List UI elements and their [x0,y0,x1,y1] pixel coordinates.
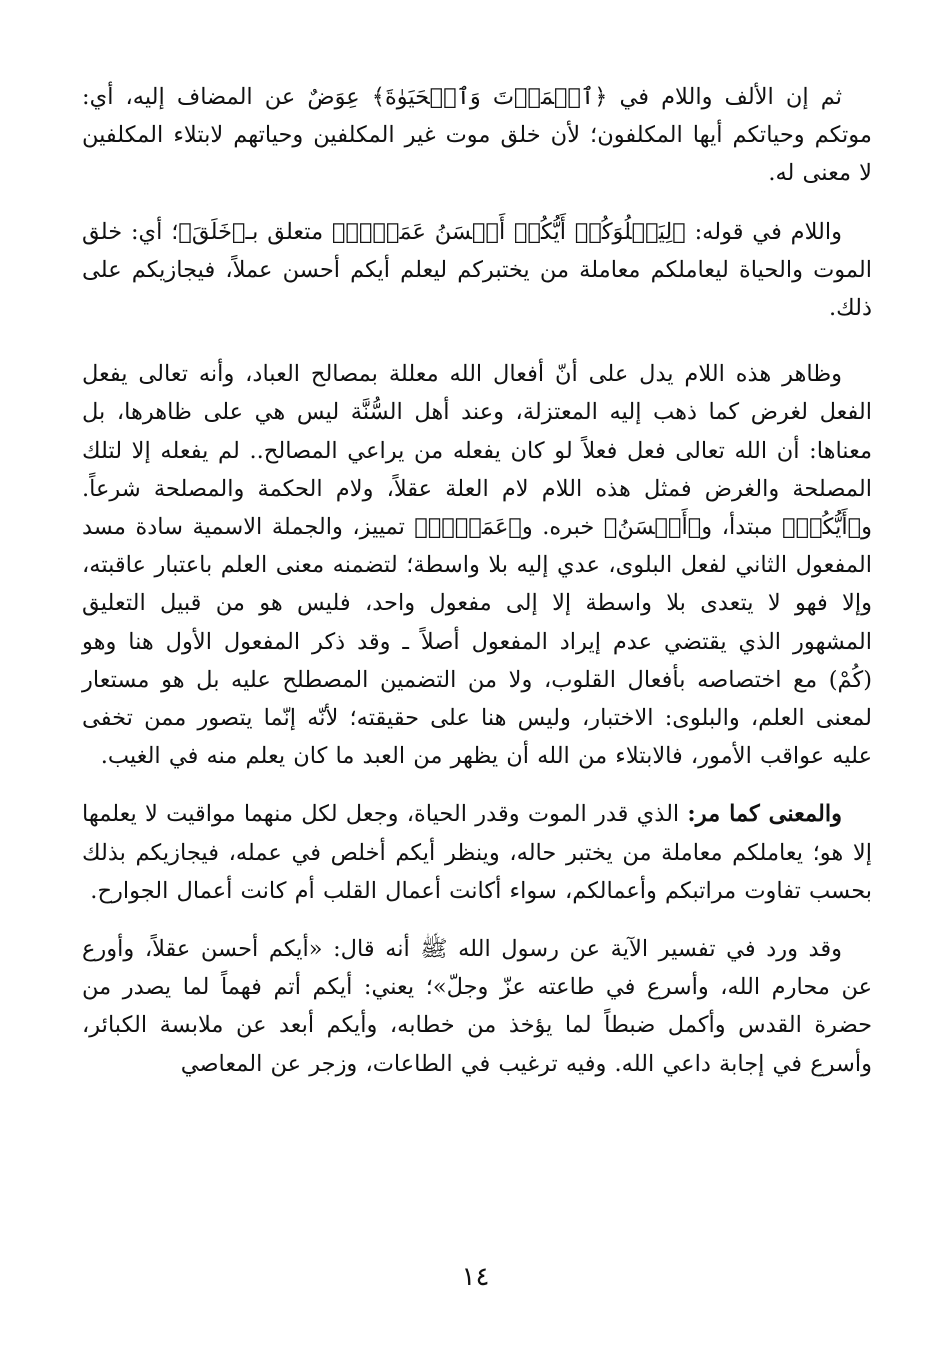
paragraph-gap [82,775,872,795]
paragraph-4-lead: والمعنى كما مر: [687,801,842,828]
page-number: ١٤ [461,1262,490,1292]
paragraph-4-text: الذي قدر الموت وقدر الحياة، وجعل لكل منهما مواقيت لا يعلمها إلا هو؛ يعاملكم معاملة من يختبر حاله، وينظر أيكم أخلص في عمله، فيجازيكم بذلك بحسب تفاوت مراتبكم وأعمالكم، سواء أكانت أعمال القلب أم كانت أعمال الجوارح. [82,801,872,904]
paragraph-5: وقد ورد في تفسير الآية عن رسول الله ﷺ أنه قال: «أيكم أحسن عقلاً، وأورع عن محارم الله، وأسرع في طاعته عزّ وجلّ»؛ يعني: أيكم أتم فهماً لما يصدر من حضرة القدس وأكمل ضبطاً لما يؤخذ من خطابه، وأيكم أبعد عن ملابسة الكبائر، وأسرع في إجابة داعي الله. وفيه ترغيب في الطاعات، وزجر عن المعاصي [82,936,872,1077]
paragraph-gap [82,910,872,930]
paragraph-2: واللام في قوله: ﴿لِيَبۡلُوَكُمۡ أَيُّكُمۡ أَحۡسَنُ عَمَلٗاۚ﴾ متعلق بـ﴿خَلَقَ﴾؛ أي: خلق الموت والحياة ليعاملكم معاملة من يختبركم ليعلم أيكم أحسن عملاً، فيجازيكم على ذلك. [82,218,872,322]
paragraph-gap [82,193,872,213]
paragraph-1: ثم إن الألف واللام في ﴿ٱلۡمَوۡتَ وَٱلۡحَيَوٰةَ﴾ عِوَضٌ عن المضاف إليه، أي: موتكم وحياتكم أيها المكلفون؛ لأن خلق موت غير المكلفين وحياتهم لابتلاء المكلفين لا معنى له. [82,84,872,187]
paragraph-4 [82,795,872,910]
paragraph-gap [82,327,872,355]
paragraph-3: وظاهر هذه اللام يدل على أنّ أفعال الله معللة بمصالح العباد، وأنه تعالى يفعل الفعل لغرض كما ذهب إليه المعتزلة، وعند أهل السُّنَّة ليس هي على ظاهرها، بل معناها: أن الله تعالى فعل فعلاً لو كان يفعله من يراعي المصالح.. لم يفعله إلا لتلك المصلحة والغرض فمثل هذه اللام لام العلة عقلاً، ولام الحكمة والمصلحة شرعاً. و﴿أَيُّكُمۡ﴾ مبتدأ، و﴿أَحۡسَنُ﴾ خبره. و﴿عَمَلٗاۚ﴾ تمييز، والجملة الاسمية سادة مسد المفعول الثاني لفعل البلوى، عدي إليه بلا واسطة؛ لتضمنه معنى العلم باعتبار عاقبته، وإلا فهو لا يتعدى بلا واسطة إلا إلى مفعول واحد، فليس هو من قبيل التعليق المشهور الذي يقتضي عدم إيراد المفعول أصلاً ـ وقد ذكر المفعول الأول هنا وهو (كُمْ) مع اختصاصه بأفعال القلوب، ولا من التضمين المصطلح عليه بل هو مستعار لمعنى العلم، والبلوى: الاختبار، وليس هنا على حقيقته؛ لأنّه إنّما يتصور ممن تخفى عليه عواقب الأمور، فالابتلاء من الله أن يظهر من العبد ما كان يعلم منه في الغيب. [82,361,872,770]
page-body [82,78,872,1083]
